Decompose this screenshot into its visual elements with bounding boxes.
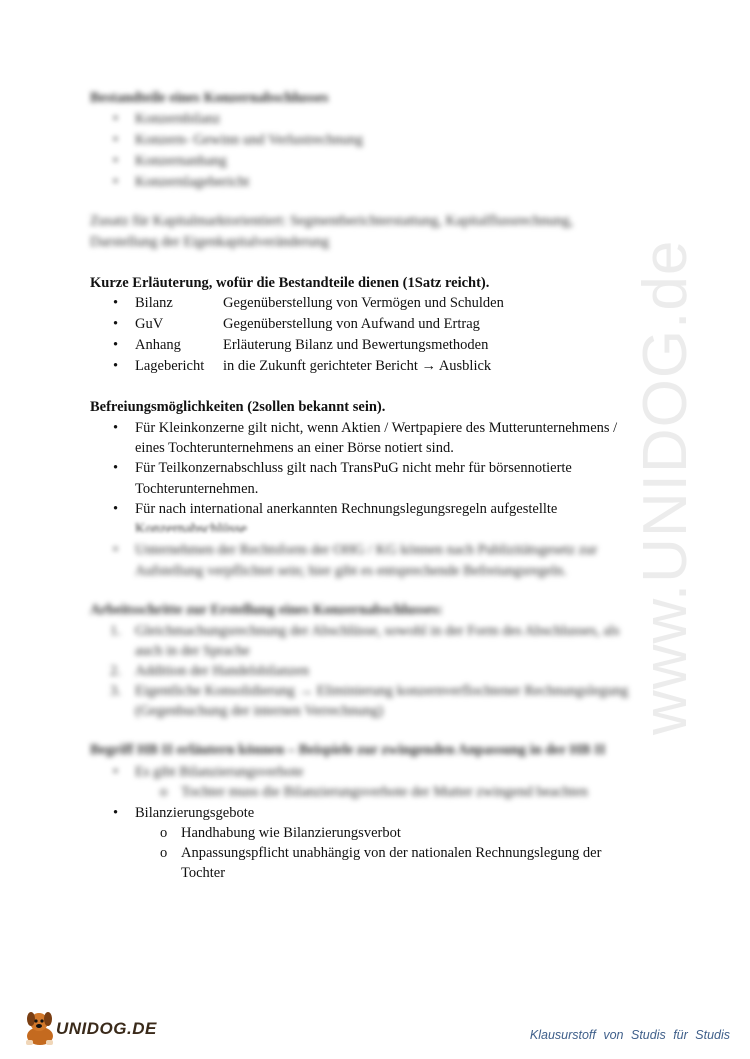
bullet: • (113, 542, 119, 558)
paragraph-line: Darstellung der Eigenkapitalveränderung (90, 234, 330, 250)
term-label: Lagebericht (135, 358, 205, 374)
list-item-line: Für Kleinkonzerne gilt nicht, wenn Aktien / Wertpapiere des Mutterunternehmens / (135, 420, 618, 436)
bullet: • (113, 501, 119, 517)
watermark (630, 239, 750, 735)
footer-tagline: Klausurstoff von Studis für Studis (529, 1028, 730, 1042)
bullet: • (113, 460, 119, 476)
logo-text: UNIDOG.DE (56, 1019, 157, 1038)
list-item: Konzernanhang (135, 153, 227, 169)
section-heading: Begriff HB II erläutern können – Beispiele zur zwingenden Anpassung in der HB II (90, 742, 606, 758)
term-description: Erläuterung Bilanz und Bewertungsmethoden (223, 337, 489, 353)
bullet: • (113, 764, 119, 780)
sub-bullet: o (160, 784, 168, 800)
paragraph-line: Zusatz für Kapitalmarktorientiert: Segmentberichterstattung, Kapitalflussrechnung, (90, 213, 574, 229)
watermark-text: www.UNIDOG.de (631, 239, 700, 735)
list-item: Bilanzierungsgebote (135, 805, 255, 821)
sub-list-item: Tochter muss die Bilanzierungsverbote der Mutter zwingend beachten (181, 784, 588, 800)
term-label: Anhang (135, 337, 181, 353)
sub-bullet: o (160, 845, 168, 861)
bullet: • (113, 111, 119, 127)
bullet: • (113, 132, 119, 148)
step-line: Eigentliche Konsolidierung → Eliminierung konzernverflochtener Rechnungslegung (135, 683, 629, 699)
list-item: Konzernbilanz (135, 111, 221, 127)
step-number: 1. (110, 623, 121, 639)
list-item: Konzernlagebericht (135, 174, 250, 190)
bullet: • (113, 420, 119, 436)
list-item-line: eines Tochterunternehmens an einer Börse notiert sind. (135, 440, 454, 456)
list-item: Es gibt Bilanzierungsverbote (135, 764, 304, 780)
bullet: • (113, 337, 119, 353)
sub-list-item-line: Tochter (181, 865, 226, 881)
step-line: auch in der Sprache (135, 643, 250, 659)
step-line: Addition der Handelsbilanzen (135, 663, 309, 679)
bullet: • (113, 805, 119, 821)
section-heading: Kurze Erläuterung, wofür die Bestandteile dienen (1Satz reicht). (90, 275, 490, 291)
term-description: Gegenüberstellung von Vermögen und Schulden (223, 295, 504, 311)
bullet: • (113, 295, 119, 311)
step-line: Gleichmachungsrechnung der Abschlüsse, sowohl in der Form des Abschlusses, als (135, 623, 620, 639)
bullet: • (113, 316, 119, 332)
section-heading: Befreiungsmöglichkeiten (2sollen bekannt sein). (90, 399, 386, 415)
list-item: Konzern- Gewinn und Verlustrechnung (135, 132, 364, 148)
term-label: GuV (135, 316, 164, 332)
sub-bullet: o (160, 825, 168, 841)
step-number: 2. (110, 663, 121, 679)
section-heading: Arbeitsschritte zur Erstellung eines Konzernabschlusses: (90, 602, 443, 618)
term-description: in die Zukunft gerichteter Bericht → Ausblick (223, 358, 492, 374)
bullet: • (113, 153, 119, 169)
sub-list-item: Handhabung wie Bilanzierungsverbot (181, 825, 401, 841)
term-description: Gegenüberstellung von Aufwand und Ertrag (223, 316, 480, 332)
step-line: (Gegenbuchung der internen Verrechnung) (135, 703, 384, 719)
step-number: 3. (110, 683, 121, 699)
list-item-line: Für nach international anerkannten Rechnungslegungsregeln aufgestellte (135, 501, 558, 517)
list-item-line: Aufstellung verpflichtet sein; hier gibt es entsprechende Befreiungsregeln. (135, 563, 567, 579)
list-item-line: Für Teilkonzernabschluss gilt nach TransPuG nicht mehr für börsennotierte (135, 460, 572, 476)
sub-list-item-line: Anpassungspflicht unabhängig von der nationalen Rechnungslegung der (181, 845, 602, 861)
term-label: Bilanz (135, 295, 173, 311)
list-item-line: Tochterunternehmen. (135, 481, 259, 497)
list-item-line: Konzernabschlüsse (135, 521, 247, 532)
section-heading: Bestandteile eines Konzernabschlusses (90, 90, 329, 106)
list-item-line: Unternehmen der Rechtsform der OHG / KG können nach Publizitätsgesetz zur (135, 542, 598, 558)
bullet: • (113, 174, 119, 190)
dog-mascot-icon (22, 1008, 58, 1048)
bullet: • (113, 358, 119, 374)
